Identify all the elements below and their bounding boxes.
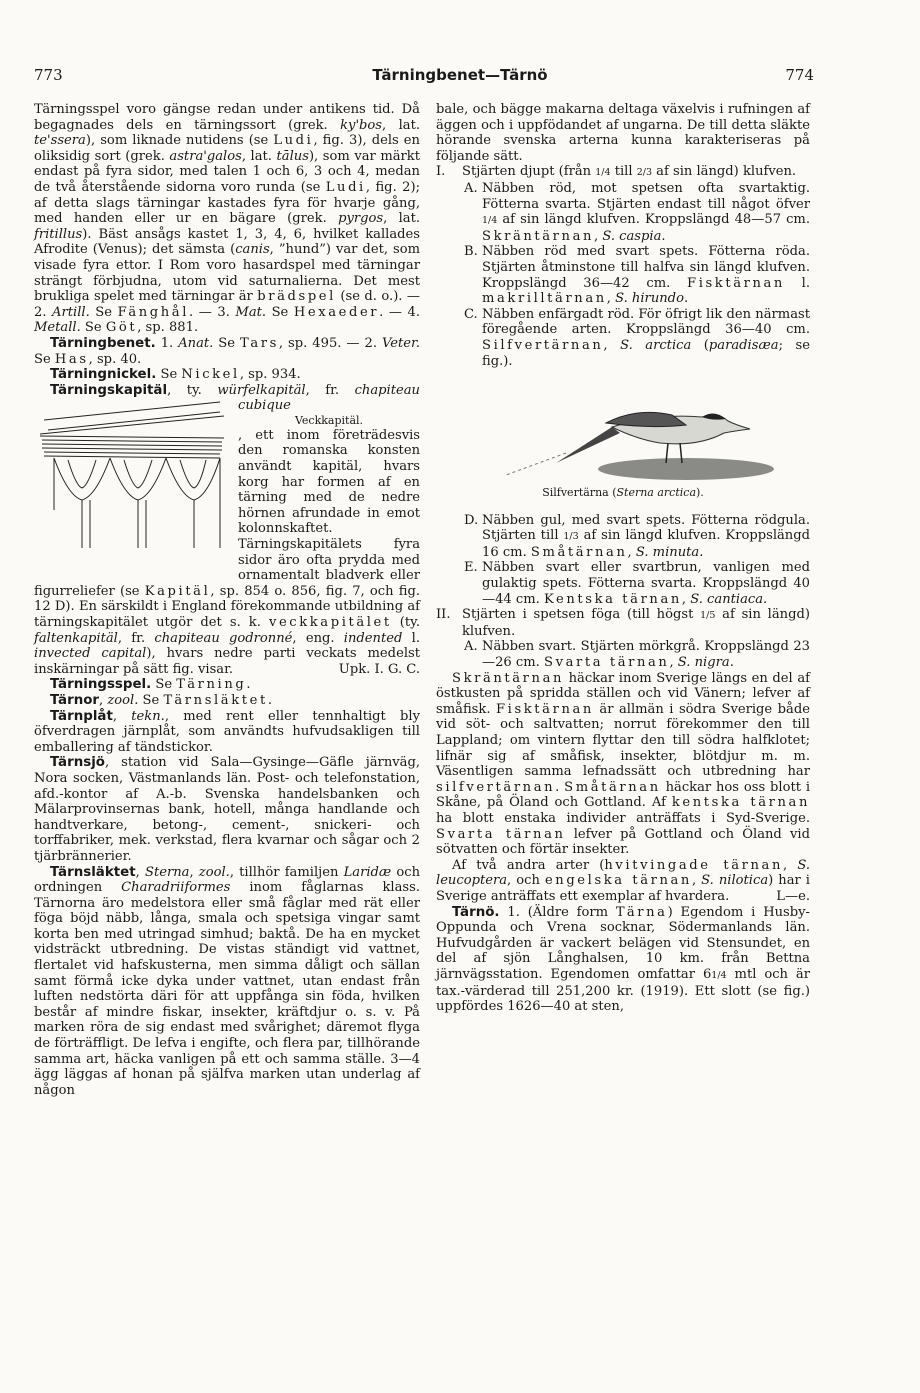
entry-tarningbenet: Tärningbenet. 1. Anat. Se Tars, sp. 495. — 2. Veter. Se Has, sp. 40. [34, 335, 420, 367]
headword: Tärnor [50, 692, 100, 708]
entry-tarningnickel: Tärningnickel. Se Nickel, sp. 934. [50, 367, 301, 383]
entry-tarnor: Tärnor, zool. Se Tärnsläktet. [50, 692, 272, 708]
veckkapital-illustration [34, 400, 230, 550]
column-right [436, 102, 810, 1015]
entry-tarno: Tärnö. 1. (Äldre form Tärna) Egendom i Husby-Oppunda och Vrena socknar, Södermanlands län. Hufvudgården är vackert belägen vid Stensundet, en del af sjön Långhalsen, 10 km. från Bettna järnvägsstation. Egendomen omfattar 61/4 mtl och är tax.-värderad till 251,200 kr. (1919). Ett slott (se fig.) uppfördes 1626—40 at sten, [436, 904, 810, 1015]
running-title: Tärningbenet—Tärnö [372, 66, 548, 84]
headword: Tärnsjö [50, 755, 105, 771]
key-item-II-A: A. Näbben svart. Stjärten mörkgrå. Kroppslängd 23—26 cm. Svarta tärnan, S. nigra. [464, 639, 810, 671]
entry-tarnsjo: Tärnsjö, station vid Sala—Gysinge—Gäfle järnväg, Nora socken, Västmanlands län. Post- och telefonstation, afd.-kontor af A.-b. Svenska handelsbanken och Mälarprovinsernas bank, hotell, många handlande och handtverkare, betong-, cement-, snickeri- och torffabriker, mek. verkstad, flera kvarnar och sågar och 2 tjärbrännerier. [34, 755, 420, 864]
entry-tarnslaktet: Tärnsläktet, Sterna, zool., tillhör familjen Laridæ och ordningen Charadriiformes inom fåglarnas klass. Tärnorna äro medelstora eller små fåglar med rät eller föga böjd näbb, långa, smala och spetsiga vingar samt korta ben med utringad simhud; baktå. De ha en mycket vidsträckt utbredning. De vistas ständigt vid vattnet, flertalet vid hafskusterna, men simma dåligt och sällan samt förmå icke dyka under vattnet, utan endast från luften nedstörta däri för att uppfånga sin föda, hvilken består af mindre fiskar, insekter, kräftdjur o. s. v. På marken röra de sig endast med svårighet; däremot flyga de förträffligt. De lefva i engifte, och flera par, tillhörande samma art, häcka vanligen på ett och samma ställe. 3—4 ägg läggas af honan på själfva marken utan underlag af någon [34, 864, 421, 1098]
key-item-A: A. Näbben röd, mot spetsen ofta svartaktig. Fötterna svarta. Stjärten endast till något öfver 1/4 af sin längd klufven. Kroppslängd 48—57 cm. Skräntärnan, S. caspia. [464, 180, 810, 244]
key-item-B: B. Näbben röd med svart spets. Fötterna röda. Stjärten åtminstone till halfva sin längd klufven. Kroppslängd 36—42 cm. Fisktärnan l. makrilltärnan, S. hirundo. [464, 244, 810, 307]
page-number-left: 773 [34, 66, 63, 84]
entry-tarningskapital: Tärningskapitäl, ty. würfelkapitäl, fr. chapiteau cubique [34, 383, 420, 414]
key-item-E: E. Näbben svart eller svartbrun, vanligen med gulaktig spets. Fötterna svarta. Kroppslängd 40—44 cm. Kentska tärnan, S. cantiaca. [464, 560, 810, 607]
entry-tarningsspel: Tärningsspel. Se Tärning. [50, 677, 251, 693]
entry-tarningsspel-continuation: Tärningsspel voro gängse redan under antikens tid. Då begagnades dels en tärningssort (grek. ky'bos, lat. te'ssera), som liknade nutidens (se Ludi, fig. 3), dels en oliksidig sort (grek. astra'galos, lat. tālus), som var märkt endast på fyra sidor, med talen 1 och 6, 3 och 4, medan de två återstående sidorna voro runda (se Ludi, fig. 2); af detta slags tärningar kastades fyra för hvarje gång, med handen eller ur en bägare (grek. pyrgos, lat. fritillus). Bäst ansågs kastet 1, 3, 4, 6, hvilket kallades Afrodite (Venus); det sämsta (canis, ”hund”) var det, som visade fyra ettor. I Rom voro hasardspel med tärningar strängt förbjudna, utom vid saturnalierna. Det mest brukliga spelet med tärningar är brädspel (se d. o.). — 2. Artill. Se Fänghål. — 3. Mat. Se Hexaeder. — 4. Metall. Se Göt, sp. 881. [34, 102, 421, 336]
entry-tarnplat: Tärnplåt, tekn., med rent eller tennhaltigt bly öfverdragen järnplåt, som användts hufvudsakligen till emballering af tändstickor. [34, 708, 421, 755]
key-item-D: D. Näbben gul, med svart spets. Fötterna rödgula. Stjärten till 1/3 af sin längd klufven. Kroppslängd 16 cm. Småtärnan, S. minuta. [464, 512, 811, 560]
key-item-II: II. Stjärten i spetsen föga (till högst 1/5 af sin längd) klufven. [436, 607, 810, 639]
column-left: Tärningsspel voro gängse redan under antikens tid. Då begagnades dels en tärningssort (grek. ky'bos, lat. te'ssera), som liknade nutidens (se Ludi, fig. 3), dels en oliksidig sort (grek. astra'galos, lat. tālus), som var märkt endast på fyra sidor, med talen 1 och 6, 3 och 4, medan de två återstående sidorna voro runda (se Ludi, fig. 2); af detta slags tärningar kastades fyra för hvarje gång, med handen eller ur en bägare (grek. pyrgos, lat. fritillus). Bäst ansågs kastet 1, 3, 4, 6, hvilket kallades Afrodite (Venus); det sämsta (canis, ”hund”) var det, som visade fyra ettor. I Rom voro hasardspel med tärningar strängt förbjudna, utom vid saturnalierna. Det mest brukliga spelet med tärningar är brädspel (se d. o.). — 2. Artill. Se Fänghål. — 3. Mat. Se Hexaeder. — 4. Metall. Se Göt, sp. 881. Tärningbenet. 1. Anat. Se Tars, sp. 495. — 2. Veter. Se Has, sp. 40. Tärningnickel. Se Nickel, sp. 934. Tärningskapitäl, ty. würfelkapitäl, fr. chapiteau cubique Veckkapitäl. , ett inom företrädesvis den romanska konsten användt kapitäl, hvars korg har formen af en tärning med de nedre hörnen afrundade in emot kolonnskaftet. Tärningskapitälets fyra sidor äro ofta prydda med ornamentalt bladverk eller figurreliefer (se Kapitäl, sp. 854 o. 856, fig. 7, och fig. 12 D). En särskildt i England förekommande utbildning af tärningskapitälet utgör det s. k. veckkapitälet (ty. faltenkapitäl, fr. chapiteau godronné, eng. indented l. invected capital), hvars nedre parti veckats medelst inskärningar på sätt fig. visar. Upk. I. G. C. Tärningsspel. Se Tärning. Tärnor, zool. Se Tärnsläktet. Tärnplåt, tekn., med rent eller tennhaltigt bly öfverdragen järnplåt, som användts hufvudsakligen till emballering af tändstickor. Tärnsjö, station vid Sala—Gysinge—Gäfle järnväg, Nora socken, Västmanlands län. Post- och telefonstation, afd.-kontor af A.-b. Svenska handelsbanken och Mälarprovinsernas bank, hotell, många handlande och handtverkare, betong-, cement-, snickeri- och torffabriker, mek. verkstad, flera kvarnar och sågar och 2 tjärbrännerier. Tärnsläktet, Sterna, zool., tillhör familjen Laridæ och ordningen Charadriiformes inom fåglarnas klass. Tärnorna äro medelstora eller små fåglar med rät eller föga böjd näbb, långa, smala och spetsiga vingar samt korta ben med utringad simhud; baktå. De ha en mycket vidsträckt utbredning. De vistas ständigt vid vattnet, flertalet vid hafskusterna, men simma dåligt och sällan samt förmå icke dyka under vattnet, utan endast från luften nedstörta däri för att uppfånga sin föda, hvilken består af mindre fiskar, insekter, kräftdjur o. s. v. På marken röra de sig endast med svårighet; däremot flyga de förträffligt. De lefva i engifte, och flera par, tillhörande samma art, häcka vanligen på ett och samma ställe. 3—4 ägg läggas af honan på själfva marken utan underlag af någon [34, 102, 421, 1098]
headword: Tärnsläktet [50, 864, 136, 880]
author-signature: L—e. [776, 888, 810, 904]
headword: Tärningbenet. [50, 335, 156, 351]
paragraph-distribution: Skräntärnan häckar inom Sverige längs en del af östkusten på spridda ställen och vid Vänern; lefver af småfisk. Fisktärnan är allmän i södra Sverige både vid söt- och saltvatten; norrut förekommer den till Lappland; om vintern flyttar den till södra halfklotet; lifnär sig af småfisk, insekter, blötdjur m. m. Väsentligen samma lefnadssätt och utbredning har silfvertärnan. Småtärnan häckar hos oss blott i Skåne, på Öland och Gottland. Af kentska tärnan ha blott enstaka individer anträffats i Syd-Sverige. Svarta tärnan lefver på Gottland och Öland vid sötvatten och förtär insekter. [436, 670, 811, 858]
author-signature: Upk. I. G. C. [338, 661, 420, 677]
key-item-C: C. Näbben enfärgadt röd. För öfrigt lik den närmast föregående arten. Kroppslängd 36—40 cm. Silfvertärnan, S. arctica (paradisæa; se fig.). [464, 306, 810, 369]
headword: Tärnö. [452, 904, 500, 920]
figure-silfvertarna [436, 377, 810, 481]
headword: Tärningsspel. [50, 677, 152, 693]
headword: Tärningskapitäl [50, 382, 168, 398]
key-item-I: I. Stjärten djupt (från 1/4 till 2/3 af sin längd) klufven. [436, 164, 797, 180]
figure-caption: Veckkapitäl. [294, 413, 364, 427]
headword: Tärningnickel. [50, 367, 157, 383]
entry-tarnslaktet-continuation: bale, och bägge makarna deltaga växelvis i rufningen af äggen och i uppfödandet af ungarna. De till detta släkte hörande svenska arterna kunna karakteriseras på följande sätt. [436, 102, 810, 164]
headword: Tärnplåt [50, 708, 113, 724]
figure-caption: Silfvertärna (Sterna arctica). [542, 486, 704, 500]
page-number-right: 774 [785, 66, 814, 84]
running-header [0, 66, 920, 90]
paragraph-other-species: Af två andra arter (hvitvingade tärnan, S. leucoptera, och engelska tärnan, S. nilotica) har i Sverige anträffats ett exemplar af hvardera. L—e. [436, 857, 810, 904]
tern-illustration [436, 377, 810, 481]
figure-veckkapital [34, 400, 230, 572]
